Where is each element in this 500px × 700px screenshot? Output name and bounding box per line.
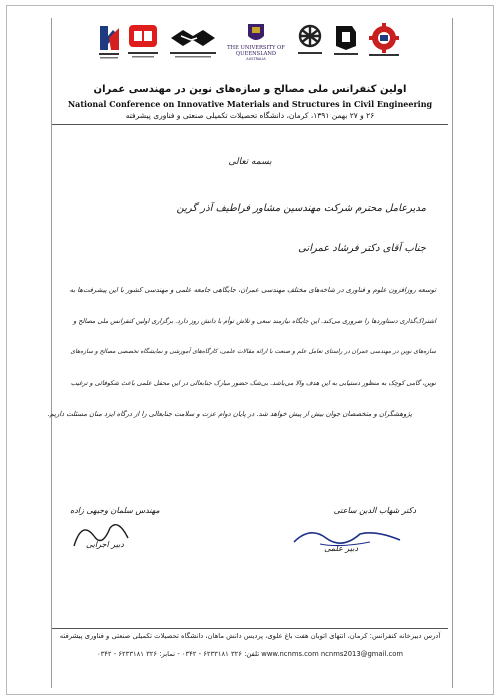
letter-body-line: توسعه روزافزون علوم و فناوری در شاخه‌های مختلف مهندسی عمران، جایگاهی جامعه علمی و مهندسی کشور با این پیشرفت‌ها به (69, 286, 436, 294)
letter-opening: بسمه تعالی (228, 157, 272, 167)
letter-body-line: اشتراک‌گذاری دستاوردها را ضروری می‌کند. این جایگاه نیازمند سعی و تلاش توأم با دانش روز دارد. برگزاری اولین کنفرانس ملی مصالح و (73, 317, 436, 325)
footer-address: آدرس دبیرخانه کنفرانس: کرمان، انتهای اتوبان هفت باغ علوی، پردیس دانش ماهان، دانشگاه تحصیلات تکمیلی صنعتی و فناوری پیشرفته (59, 632, 441, 640)
footer-divider (52, 628, 448, 629)
graduate-university-logo (332, 22, 360, 62)
conference-title-english: National Conference on Innovative Materials and Structures in Civil Engineering (67, 99, 433, 109)
addressee-line: جناب آقای دکتر فرشاد عمرانی (298, 243, 426, 254)
conference-date-venue: ۲۶ و ۲۷ بهمن ۱۳۹۱، کرمان، دانشگاه تحصیلات تکمیلی صنعتی و فناوری پیشرفته (125, 111, 375, 120)
header-divider (52, 124, 448, 125)
letter-body-line: نوین، گامی کوچک به منظور دستیابی به این هدف والا می‌باشد. بی‌شک حضور مبارک جنابعالی در این محفل علمی باعث شکوفائی و ترغیب (70, 379, 436, 387)
uq-logo-text: THE UNIVERSITY OF QUEENSLAND (227, 45, 285, 57)
letter-body-line: پژوهشگران و متخصصان جوان بیش از پیش خواهد شد. در پایان دوام عزت و سلامت جنابعالی را از درگاه ایزد منان مسئلت داریم. (47, 410, 412, 418)
letter-body-line: سازه‌های نوین در مهندسی عمران در راستای تعامل علم و صنعت با ارائه مقالات علمی، کارگاه‌های آموزشی و نمایشگاه تخصصی مصالح و سازه‌های (70, 348, 436, 355)
conference-gear-logo (366, 22, 402, 62)
research-institute-logo (294, 22, 326, 62)
uq-logo-subtext: AUSTRALIA (246, 57, 266, 61)
signature-right-role: دبیر علمی (324, 544, 358, 553)
university-of-queensland-logo (224, 22, 288, 62)
signature-left-mark (68, 516, 148, 556)
signature-right-name: دکتر شهاب الدین ساعتی (333, 506, 416, 515)
engineering-organization-logo (167, 22, 219, 62)
conference-title-persian: اولین کنفرانس ملی مصالح و سازه‌های نوین در مهندسی عمران (93, 84, 407, 95)
logo-row (97, 22, 402, 62)
conference-sponsor-logo (97, 22, 121, 62)
recipient-line: مدیرعامل محترم شرکت مهندسین مشاور فراطیف آذر گرین (176, 203, 426, 214)
sponsor-company-logo (126, 22, 160, 62)
signature-left-role: دبیر اجرایی (86, 540, 124, 549)
signature-left-name: مهندس سلمان وجیهی زاده (70, 506, 160, 515)
footer-contact: تلفن: ۳۲۶ ۶۲۳۳۱۸۱ - ۰۳۴۲ - نمابر: ۳۲۶ ۶۲۳۳۱۸۱ - ۰۳۴۲ www.ncnms.com ncnms2013@gmail.com (96, 650, 404, 658)
